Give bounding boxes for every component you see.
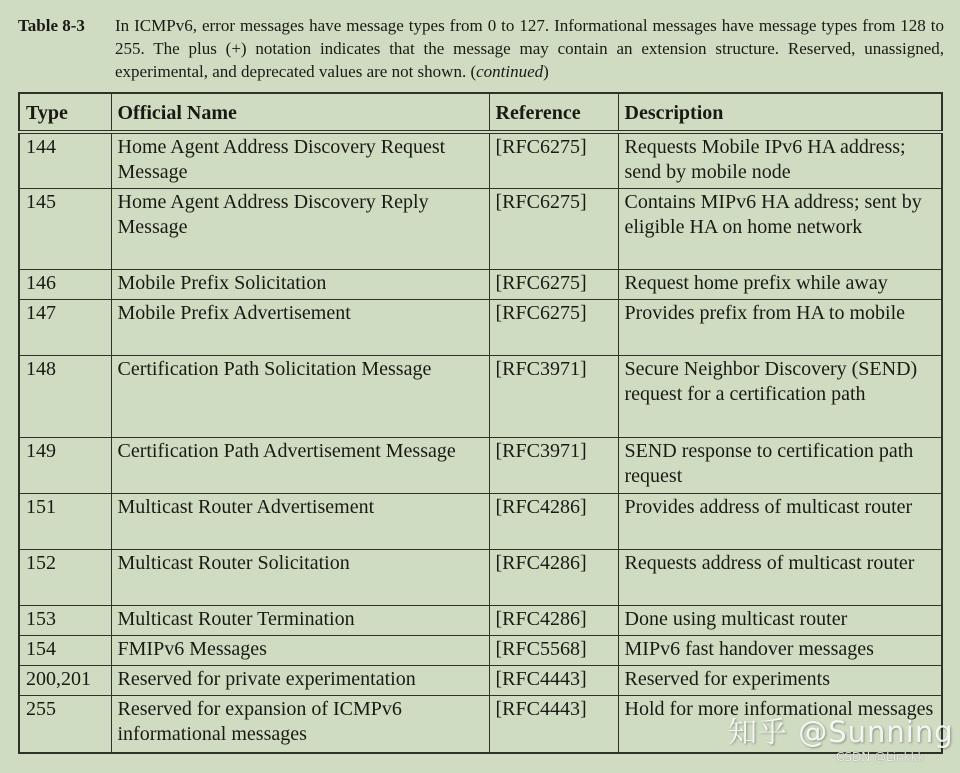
cell-reference: [RFC4443] xyxy=(489,665,618,695)
cell-reference: [RFC5568] xyxy=(489,635,618,665)
header-reference: Reference xyxy=(489,93,618,132)
cell-type: 200,201 xyxy=(19,665,111,695)
cell-name: Reserved for private experimentation xyxy=(111,665,489,695)
cell-reference: [RFC6275] xyxy=(489,269,618,299)
table-header-row xyxy=(19,93,942,132)
caption-body: In ICMPv6, error messages have message types from 0 to 127. Informational messages have message types from 128 to 255. The plus (+) notation indicates that the message may contain an extension structure. Reserved, unassigned, experimental, and deprecated values are not shown. xyxy=(115,16,944,81)
icmpv6-message-types-table xyxy=(18,92,943,754)
cell-name: Multicast Router Advertisement xyxy=(111,493,489,549)
cell-description: Provides prefix from HA to mobile xyxy=(618,299,942,355)
cell-description: Requests address of multicast router xyxy=(618,549,942,605)
cell-description: Hold for more informational messages xyxy=(618,695,942,753)
cell-reference: [RFC6275] xyxy=(489,188,618,269)
table-row xyxy=(19,493,942,549)
cell-description: Request home prefix while away xyxy=(618,269,942,299)
table-row xyxy=(19,437,942,493)
cell-name: Mobile Prefix Advertisement xyxy=(111,299,489,355)
cell-type: 149 xyxy=(19,437,111,493)
cell-type: 146 xyxy=(19,269,111,299)
cell-description: MIPv6 fast handover messages xyxy=(618,635,942,665)
cell-type: 148 xyxy=(19,355,111,437)
cell-name: Home Agent Address Discovery Request Message xyxy=(111,132,489,188)
cell-reference: [RFC4286] xyxy=(489,493,618,549)
cell-name: Multicast Router Termination xyxy=(111,605,489,635)
table-caption xyxy=(18,14,944,83)
table-row xyxy=(19,355,942,437)
cell-reference: [RFC6275] xyxy=(489,299,618,355)
zhihu-watermark: 知乎 @Sunning xyxy=(728,715,954,749)
cell-reference: [RFC4443] xyxy=(489,695,618,753)
cell-type: 153 xyxy=(19,605,111,635)
caption-text: In ICMPv6, error messages have message types from 0 to 127. Informational messages have message types from 128 to 255. The plus (+) notation indicates that the message may contain an extension structure. Reserved, unassigned, experimental, and deprecated values are not shown. (continued) xyxy=(115,16,944,81)
cell-description: Reserved for experiments xyxy=(618,665,942,695)
cell-reference: [RFC4286] xyxy=(489,549,618,605)
cell-type: 145 xyxy=(19,188,111,269)
table-row xyxy=(19,635,942,665)
cell-reference: [RFC3971] xyxy=(489,437,618,493)
cell-type: 144 xyxy=(19,132,111,188)
cell-name: Certification Path Solicitation Message xyxy=(111,355,489,437)
csdn-watermark: CSDN @Linkkk xyxy=(836,750,925,764)
cell-description: Provides address of multicast router xyxy=(618,493,942,549)
cell-type: 147 xyxy=(19,299,111,355)
cell-type: 152 xyxy=(19,549,111,605)
cell-name: FMIPv6 Messages xyxy=(111,635,489,665)
cell-description: Contains MIPv6 HA address; sent by eligible HA on home network xyxy=(618,188,942,269)
cell-reference: [RFC6275] xyxy=(489,132,618,188)
table-row xyxy=(19,132,942,188)
cell-name: Home Agent Address Discovery Reply Message xyxy=(111,188,489,269)
cell-name: Multicast Router Solicitation xyxy=(111,549,489,605)
cell-type: 151 xyxy=(19,493,111,549)
cell-name: Certification Path Advertisement Message xyxy=(111,437,489,493)
cell-description: Requests Mobile IPv6 HA address; send by mobile node xyxy=(618,132,942,188)
cell-reference: [RFC4286] xyxy=(489,605,618,635)
cell-name: Reserved for expansion of ICMPv6 informational messages xyxy=(111,695,489,753)
cell-description: Secure Neighbor Discovery (SEND) request for a certification path xyxy=(618,355,942,437)
header-type: Type xyxy=(19,93,111,132)
table-row xyxy=(19,665,942,695)
header-official-name: Official Name xyxy=(111,93,489,132)
caption-continued: continued xyxy=(476,62,544,81)
table-row xyxy=(19,188,942,269)
cell-type: 154 xyxy=(19,635,111,665)
cell-description: SEND response to certification path request xyxy=(618,437,942,493)
table-row xyxy=(19,605,942,635)
cell-reference: [RFC3971] xyxy=(489,355,618,437)
cell-description: Done using multicast router xyxy=(618,605,942,635)
table-row xyxy=(19,549,942,605)
header-description: Description xyxy=(618,93,942,132)
table-row xyxy=(19,269,942,299)
cell-type: 255 xyxy=(19,695,111,753)
table-row xyxy=(19,299,942,355)
caption-label: Table 8-3 xyxy=(18,16,85,35)
cell-name: Mobile Prefix Solicitation xyxy=(111,269,489,299)
